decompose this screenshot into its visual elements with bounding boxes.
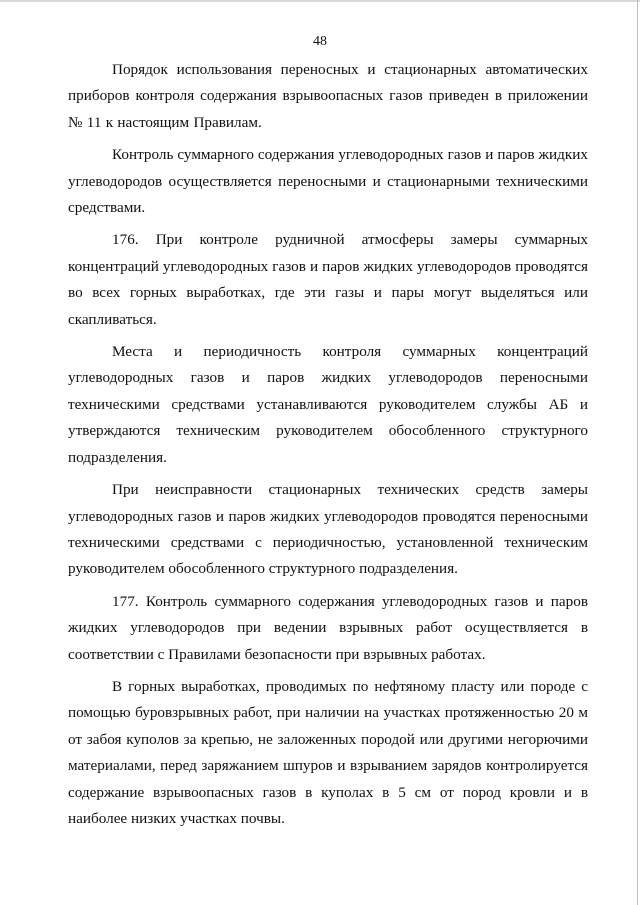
scan-edge-top bbox=[0, 0, 640, 2]
paragraph-177-blasting: 177. Контроль суммарного содержания углеводородных газов и паров жидких углеводородов при ведении взрывных работ осуществляется в соответствии с Правилами безопасности при взрывных работах. bbox=[68, 592, 588, 663]
paragraph-malfunction: При неисправности стационарных технических средств замеры углеводородных газов и паров жидких углеводородов проводятся переносными техническими средствами с периодичностью, установленной техническим руководителем обособленного структурного подразделения. bbox=[68, 481, 588, 578]
page-number: 48 bbox=[313, 34, 327, 49]
paragraph-control-locations: Места и периодичность контроля суммарных концентраций углеводородных газов и паров жидких углеводородов переносными техническими средствами устанавливаются руководителем службы АБ и утверждаются техническим руководителем обособленного структурного подразделения. bbox=[68, 343, 588, 466]
paragraph-detector-usage: Порядок использования переносных и стационарных автоматических приборов контроля содержания взрывоопасных газов приведен в приложении № 11 к настоящим Правилам. bbox=[68, 61, 588, 131]
paragraph-176-measurements: 176. При контроле рудничной атмосферы замеры суммарных концентраций углеводородных газов и паров жидких углеводородов проводятся во всех горных выработках, где эти газы и пары могут выделяться или скапливаться. bbox=[68, 231, 588, 328]
paragraph-hydrocarbon-control: Контроль суммарного содержания углеводородных газов и паров жидких углеводородов осуществляется переносными и стационарными техническими средствами. bbox=[68, 146, 588, 217]
scan-edge-right bbox=[637, 0, 638, 905]
paragraph-dome-control: В горных выработках, проводимых по нефтяному пласту или породе с помощью буровзрывных работ, при наличии на участках протяженностью 20 м от забоя куполов за крепью, не заложенных породой или другими негорючими материалами, перед заряжанием шпуров и взрыванием зарядов контролируется содержание взрывоопасных газов в куполах в 5 см от пород кровли и в наиболее низких участках почвы. bbox=[68, 677, 588, 827]
document-body bbox=[68, 57, 588, 838]
